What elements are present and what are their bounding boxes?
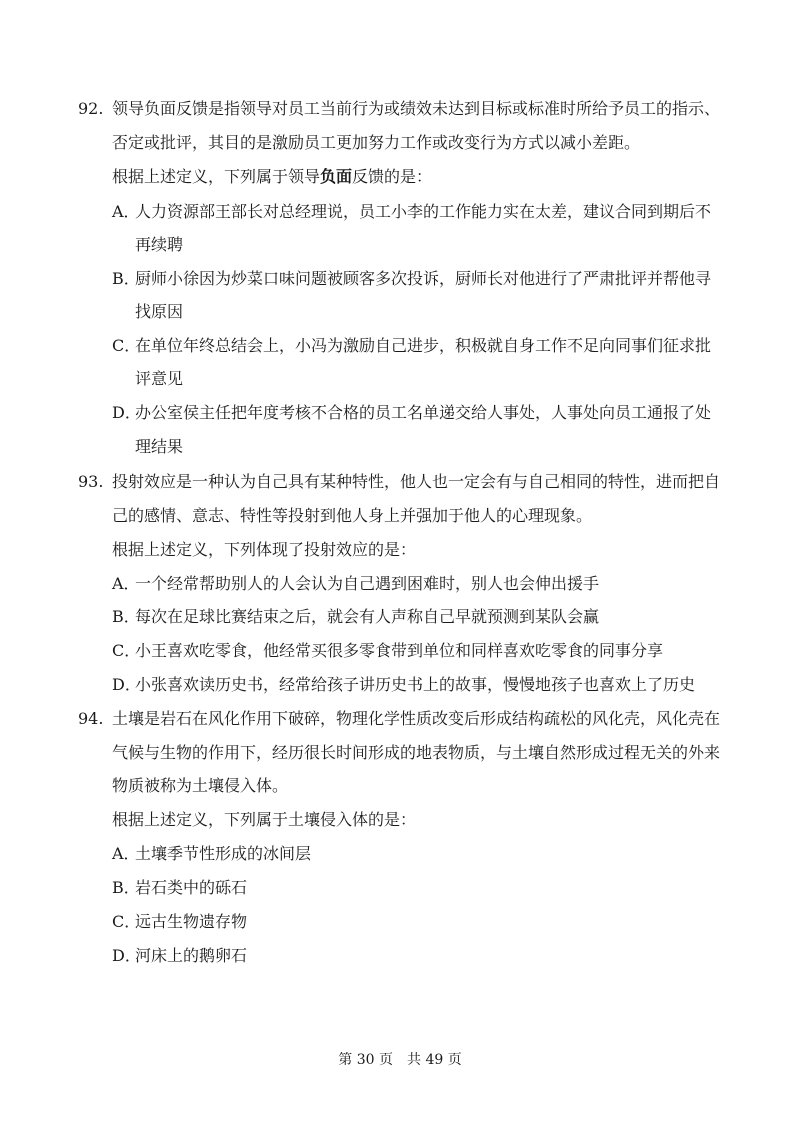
option-letter: D．: [112, 946, 141, 965]
option-text: 人力资源部王部长对总经理说，员工小李的工作能力实在太差，建议合同到期后不: [135, 202, 712, 221]
prompt-emphasis: 负面: [320, 167, 353, 186]
option-letter: B．: [112, 878, 140, 897]
option-letter: D．: [112, 403, 141, 422]
stem-text: 土壤是岩石在风化作用下破碎，物理化学性质改变后形成结构疏松的风化壳，风化壳在: [112, 709, 721, 728]
question-92-option-d-cont: 理结果: [135, 437, 184, 456]
option-text: 小张喜欢读历史书，经常给孩子讲历史书上的故事，慢慢地孩子也喜欢上了历史: [135, 675, 696, 694]
question-93-prompt: 根据上述定义，下列体现了投射效应的是：: [112, 540, 417, 559]
option-text: 一个经常帮助别人的人会认为自己遇到困难时，别人也会伸出援手: [135, 574, 600, 593]
question-92-prompt: [112, 166, 432, 188]
option-text: 远古生物遗存物: [135, 912, 248, 931]
option-text: 小王喜欢吃零食，他经常买很多零食带到单位和同样喜欢吃零食的同事分享: [135, 641, 664, 660]
question-93-option-d: [112, 674, 695, 696]
question-93-option-b: [112, 606, 599, 628]
option-text: 岩石类中的砾石: [135, 878, 248, 897]
option-letter: B．: [112, 607, 140, 626]
option-text: 河床上的鹅卵石: [135, 946, 248, 965]
question-94-option-b: [112, 877, 247, 899]
prompt-text: 根据上述定义，下列属于领导: [112, 167, 321, 186]
question-number: 93.: [78, 472, 104, 491]
option-text: 办公室侯主任把年度考核不合格的员工名单递交给人事处，人事处向员工通报了处: [135, 403, 712, 422]
question-93-stem-line1: [78, 471, 720, 493]
question-93-stem-line2: 己的感情、意志、特性等投射到他人身上并强加于他人的心理现象。: [112, 506, 593, 525]
prompt-text-end: 反馈的是：: [352, 167, 433, 186]
question-92-option-c: [112, 335, 711, 357]
question-number: 94.: [78, 709, 104, 728]
question-94-option-c: [112, 911, 247, 933]
option-text: 在单位年终总结会上，小冯为激励自己进步，积极就自身工作不足向同事们征求批: [135, 336, 712, 355]
question-94-stem-line2: 气候与生物的作用下，经历很长时间形成的地表物质，与土壤自然形成过程无关的外来: [112, 743, 721, 762]
question-93-option-c: [112, 640, 663, 662]
page-number-footer: 第 30 页 共 49 页: [338, 1052, 462, 1068]
option-text: 厨师小徐因为炒菜口味问题被顾客多次投诉，厨师长对他进行了严肃批评并帮他寻: [135, 269, 712, 288]
question-94-stem-line1: [78, 708, 720, 730]
option-letter: C．: [112, 912, 141, 931]
option-letter: C．: [112, 641, 141, 660]
option-text: 土壤季节性形成的冰间层: [135, 844, 312, 863]
question-number: 92.: [78, 99, 104, 118]
stem-text: 投射效应是一种认为自己具有某种特性，他人也一定会有与自己相同的特性，进而把自: [112, 472, 721, 491]
question-92-stem-line1: [78, 98, 720, 120]
option-letter: A．: [112, 202, 140, 221]
question-92-stem-line2: 否定或批评，其目的是激励员工更加努力工作或改变行为方式以减小差距。: [112, 133, 641, 152]
question-94-option-d: [112, 945, 247, 967]
question-92-option-a-cont: 再续聘: [135, 235, 184, 254]
option-letter: C．: [112, 336, 141, 355]
option-letter: D．: [112, 675, 141, 694]
question-92-option-a: [112, 201, 711, 223]
option-letter: B．: [112, 269, 140, 288]
question-92-option-b-cont: 找原因: [135, 302, 184, 321]
question-94-prompt: 根据上述定义，下列属于土壤侵入体的是：: [112, 810, 417, 829]
option-letter: A．: [112, 844, 140, 863]
option-text: 每次在足球比赛结束之后，就会有人声称自己早就预测到某队会赢: [135, 607, 600, 626]
question-92-option-b: [112, 268, 711, 290]
option-letter: A．: [112, 574, 140, 593]
question-92-option-d: [112, 402, 711, 424]
question-94-option-a: [112, 843, 311, 865]
question-92-option-c-cont: 评意见: [135, 369, 184, 388]
question-94-stem-line3: 物质被称为土壤侵入体。: [112, 776, 289, 795]
question-93-option-a: [112, 573, 599, 595]
stem-text: 领导负面反馈是指领导对员工当前行为或绩效未达到目标或标准时所给予员工的指示、: [112, 99, 721, 118]
